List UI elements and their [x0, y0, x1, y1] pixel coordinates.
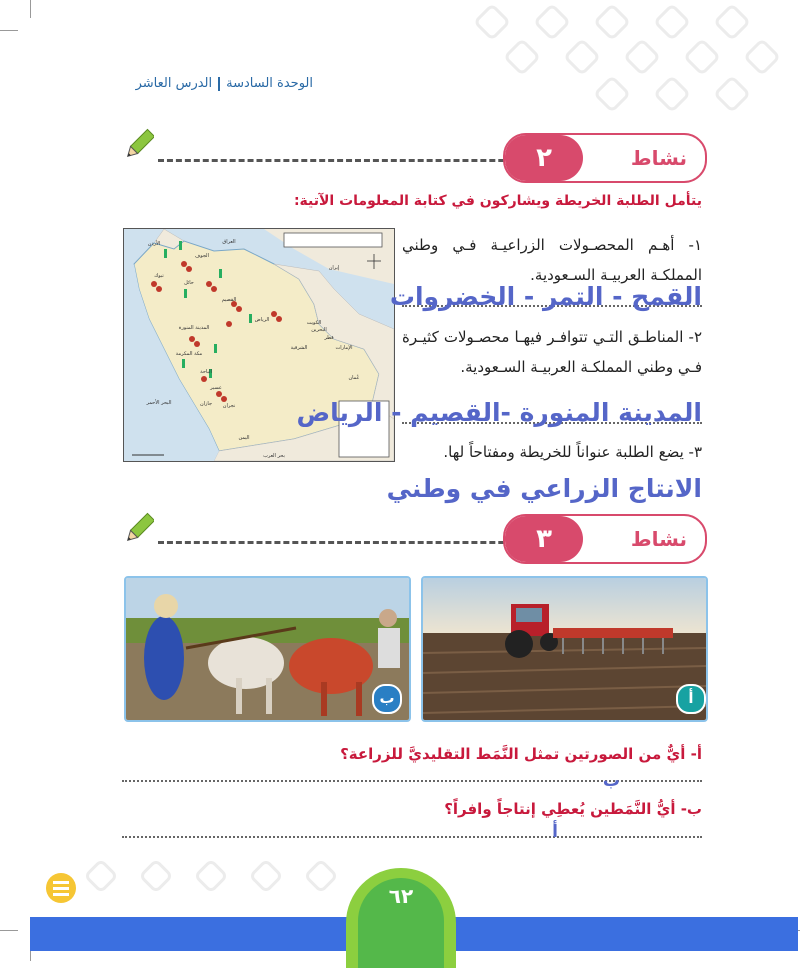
map-label: عسير — [210, 385, 222, 391]
breadcrumb — [136, 76, 313, 91]
activity2-dashed-line — [158, 159, 558, 162]
activity2-q2: ٢- المناطـق التـي تتوافـر فيهـا محصـولات كثيـرة فـي وطني المملكـة العربيـة السـعودية. — [402, 328, 702, 376]
crop-mark — [0, 930, 18, 931]
map-label: إيران — [328, 265, 340, 271]
activity3-qb: ب- أيُّ النَّمَطين يُعطِي إنتاجاً وافراً؟ — [444, 800, 702, 818]
activity3-qa: أ- أيٌّ من الصورتين تمثل النَّمَط التقليديَّ للزراعة؟ — [340, 745, 702, 763]
photo-traditional-farming — [124, 576, 411, 722]
map-label: الكويت — [306, 320, 322, 326]
map-label: مكة المكرمة — [175, 351, 203, 357]
activity3-dashed-line — [158, 541, 558, 544]
map-label: الجوف — [195, 253, 209, 259]
crop-mark — [30, 0, 31, 18]
activity-label: نشاط — [630, 527, 687, 551]
decorative-pattern — [440, 0, 800, 130]
decorative-pattern-bottom — [40, 855, 370, 915]
unit-title: الوحدة السادسة — [226, 76, 313, 91]
map-label: الأردن — [147, 241, 161, 247]
activity-number: ٢ — [505, 135, 583, 181]
map-label: اليمن — [238, 435, 250, 441]
map-label: عُمان — [348, 375, 360, 381]
map-label: قطر — [324, 335, 334, 341]
activity2-q1: ١- أهـم المحصـولات الزراعيـة فـي وطني المملكـة العربيـة السـعودية. — [402, 236, 702, 284]
activity2-a1: القمح - التمر - الخضروات — [389, 282, 702, 311]
map-label: جازان — [199, 401, 213, 407]
map-label: الشرقية — [290, 345, 308, 351]
map-label: الرياض — [254, 317, 270, 323]
answer-dots — [122, 836, 702, 838]
activity-number: ٣ — [505, 516, 583, 562]
activity2-instruction: يتأمل الطلبة الخريطة ويشاركون في كتابة المعلومات الآتية: — [293, 193, 702, 209]
map-label: المدينة المنورة — [178, 325, 210, 331]
page-number-badge — [346, 868, 456, 968]
publisher-logo-icon — [44, 866, 78, 910]
activity3-tab — [503, 514, 707, 564]
map-label: القصيم — [221, 297, 237, 303]
map-label: العراق — [222, 239, 236, 245]
map-label: نجران — [222, 403, 236, 409]
activity2-q3: ٣- يضع الطلبة عنواناً للخريطة ومفتاحاً لها. — [443, 443, 702, 461]
photo-badge-a: أ — [676, 684, 706, 714]
header-divider — [218, 77, 220, 91]
photo-modern-farming — [421, 576, 708, 722]
pencil-icon — [124, 512, 154, 546]
map-label: البحر الأحمر — [146, 400, 172, 406]
page-number: ٦٢ — [358, 878, 444, 968]
pencil-icon — [124, 128, 154, 162]
crop-mark — [0, 30, 18, 31]
map-label: تبوك — [154, 273, 164, 279]
activity3-aa: ب — [602, 771, 620, 791]
lesson-title: الدرس العاشر — [135, 76, 213, 91]
activity-label: نشاط — [630, 146, 687, 170]
map-label: حائل — [184, 280, 194, 286]
map-label: بحر العرب — [263, 453, 285, 459]
activity3-ab: أ — [552, 822, 558, 842]
photo-badge-b: ب — [372, 684, 402, 714]
activity2-a2: المدينة المنورة -القصيم - الرياض — [296, 398, 702, 427]
map-label: الإمارات — [335, 345, 353, 351]
activity2-a3: الانتاج الزراعي في وطني — [386, 474, 702, 503]
map-label: البحرين — [311, 327, 327, 333]
map-label: الباحة — [200, 369, 212, 375]
activity2-tab — [503, 133, 707, 183]
